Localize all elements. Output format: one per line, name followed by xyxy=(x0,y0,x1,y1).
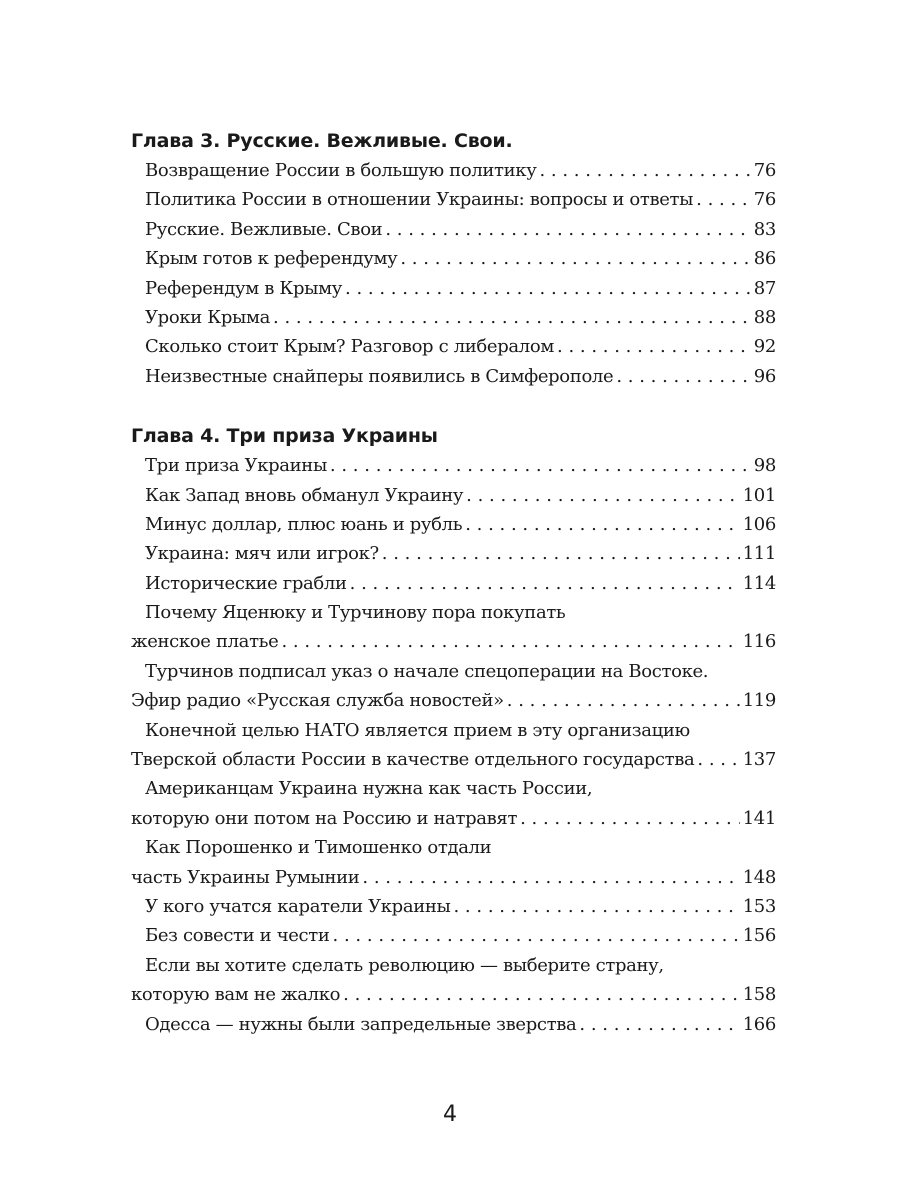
entry-title: Неизвестные снайперы появились в Симферополе xyxy=(145,365,614,387)
entry-title: Уроки Крыма xyxy=(145,306,270,328)
entry-title: Исторические грабли xyxy=(145,572,347,594)
entry-title-line xyxy=(131,804,776,833)
entry-title-line xyxy=(131,745,776,774)
entry-page: 158 xyxy=(742,984,776,1006)
dot-leader xyxy=(466,481,740,510)
toc-entry[interactable] xyxy=(131,332,776,361)
entry-title: Сколько стоит Крым? Разговор с либералом xyxy=(145,336,555,358)
entry-title: Если вы хотите сделать революцию — выберите страну, xyxy=(145,954,664,976)
entry-page: 88 xyxy=(753,306,776,328)
dot-leader xyxy=(362,863,739,892)
entry-title: Почему Яценюку и Турчинову пора покупать xyxy=(145,602,566,624)
entry-title: Три приза Украины xyxy=(145,455,327,477)
dot-leader xyxy=(382,539,740,568)
toc-entry[interactable] xyxy=(131,569,776,598)
toc-entry[interactable] xyxy=(131,451,776,480)
toc-entry[interactable] xyxy=(131,921,776,950)
entry-title: Русские. Вежливые. Свои xyxy=(145,218,383,240)
dot-leader xyxy=(696,185,751,214)
dot-leader xyxy=(507,686,740,715)
entry-title: Тверской области России в качестве отдельного государства xyxy=(131,749,695,771)
entry-title-line xyxy=(131,627,776,656)
entry-title: Как Запад вновь обманул Украину xyxy=(145,484,464,506)
entry-page: 111 xyxy=(742,543,776,565)
page-number: 4 xyxy=(443,1102,457,1127)
entry-title: Как Порошенко и Тимошенко отдали xyxy=(145,837,492,859)
entry-title: часть Украины Румынии xyxy=(131,866,360,888)
entry-page: 148 xyxy=(742,866,776,888)
entry-title-line xyxy=(131,598,776,627)
dot-leader xyxy=(539,156,750,185)
toc-entry[interactable] xyxy=(131,892,776,921)
entry-page: 119 xyxy=(742,690,776,712)
chapter-heading: Глава 3. Русские. Вежливые. Свои. xyxy=(131,130,513,152)
dot-leader xyxy=(616,362,750,391)
entry-title-line xyxy=(131,833,776,862)
dot-leader xyxy=(400,244,750,273)
entry-page: 153 xyxy=(742,895,776,917)
dot-leader xyxy=(281,627,739,656)
entry-title-line xyxy=(131,716,776,745)
entry-title-line xyxy=(131,686,776,715)
dot-leader xyxy=(697,745,739,774)
entry-page: 92 xyxy=(753,336,776,358)
dot-leader xyxy=(453,892,739,921)
toc-entry-multiline[interactable] xyxy=(131,598,776,657)
entry-title: которую вам не жалко xyxy=(131,984,341,1006)
entry-page: 156 xyxy=(742,925,776,947)
dot-leader xyxy=(520,804,740,833)
entry-title: Возвращение России в большую политику xyxy=(145,160,537,181)
entry-page: 166 xyxy=(742,1013,776,1035)
toc-entry[interactable] xyxy=(131,244,776,273)
toc-entry[interactable] xyxy=(131,303,776,332)
toc-entry[interactable] xyxy=(131,362,776,391)
entry-page: 141 xyxy=(742,807,776,829)
dot-leader xyxy=(465,510,740,539)
dot-leader xyxy=(273,303,751,332)
toc-entry-multiline[interactable] xyxy=(131,833,776,892)
entry-page: 98 xyxy=(753,455,776,477)
entry-page: 106 xyxy=(742,513,776,535)
entry-page: 137 xyxy=(742,749,776,771)
toc-entry[interactable] xyxy=(131,1010,776,1039)
toc-entry-multiline[interactable] xyxy=(131,657,776,716)
entry-page: 87 xyxy=(753,277,776,299)
entry-title: Одесса — нужны были запредельные зверства xyxy=(145,1013,577,1035)
entry-page: 116 xyxy=(742,631,776,653)
entry-page: 86 xyxy=(753,248,776,270)
entry-title-line xyxy=(131,863,776,892)
entry-title: Без совести и чести xyxy=(145,925,330,947)
entry-page: 114 xyxy=(742,572,776,594)
toc-entry[interactable] xyxy=(131,185,776,214)
entry-title: Конечной целью НАТО является прием в эту организацию xyxy=(145,719,690,741)
entry-title-line xyxy=(131,774,776,803)
dot-leader xyxy=(350,569,740,598)
entry-title: Крым готов к референдуму xyxy=(145,248,398,270)
entry-title: Украина: мяч или игрок? xyxy=(145,543,379,565)
entry-title: Минус доллар, плюс юань и рубль xyxy=(145,513,463,535)
entry-title: которую они потом на Россию и натравят xyxy=(131,807,518,829)
toc-entry[interactable] xyxy=(131,274,776,303)
toc-entry[interactable] xyxy=(131,510,776,539)
entry-title: Американцам Украина нужна как часть России, xyxy=(145,778,593,800)
entry-title: Политика России в отношении Украины: вопросы и ответы xyxy=(145,189,694,211)
toc-entry[interactable] xyxy=(131,481,776,510)
dot-leader xyxy=(345,274,751,303)
entry-page: 96 xyxy=(753,365,776,387)
dot-leader xyxy=(579,1010,739,1039)
entry-title-line xyxy=(131,657,776,686)
dot-leader xyxy=(330,451,751,480)
toc-entry[interactable] xyxy=(131,215,776,244)
chapter-heading: Глава 4. Три приза Украины xyxy=(131,425,438,448)
entry-page: 76 xyxy=(753,189,776,211)
toc-entry[interactable] xyxy=(131,156,776,185)
entry-title: У кого учатся каратели Украины xyxy=(145,895,451,917)
entry-title-line xyxy=(131,980,776,1009)
toc-entry-multiline[interactable] xyxy=(131,716,776,775)
toc-entry-multiline[interactable] xyxy=(131,951,776,1010)
entry-title-line xyxy=(131,951,776,980)
dot-leader xyxy=(385,215,750,244)
entry-title: Референдум в Крыму xyxy=(145,277,342,299)
entry-page: 83 xyxy=(753,218,776,240)
toc-entry-multiline[interactable] xyxy=(131,774,776,833)
entry-page: 101 xyxy=(742,484,776,506)
entry-title: Турчинов подписал указ о начале спецоперации на Востоке. xyxy=(145,660,709,682)
dot-leader xyxy=(333,921,740,950)
toc-entry[interactable] xyxy=(131,539,776,568)
dot-leader xyxy=(557,332,751,361)
entry-title: Эфир радио «Русская служба новостей» xyxy=(131,690,504,712)
entry-page: 76 xyxy=(753,160,776,181)
dot-leader xyxy=(343,980,740,1009)
entry-title: женское платье xyxy=(131,631,279,653)
table-of-contents xyxy=(131,120,776,1039)
